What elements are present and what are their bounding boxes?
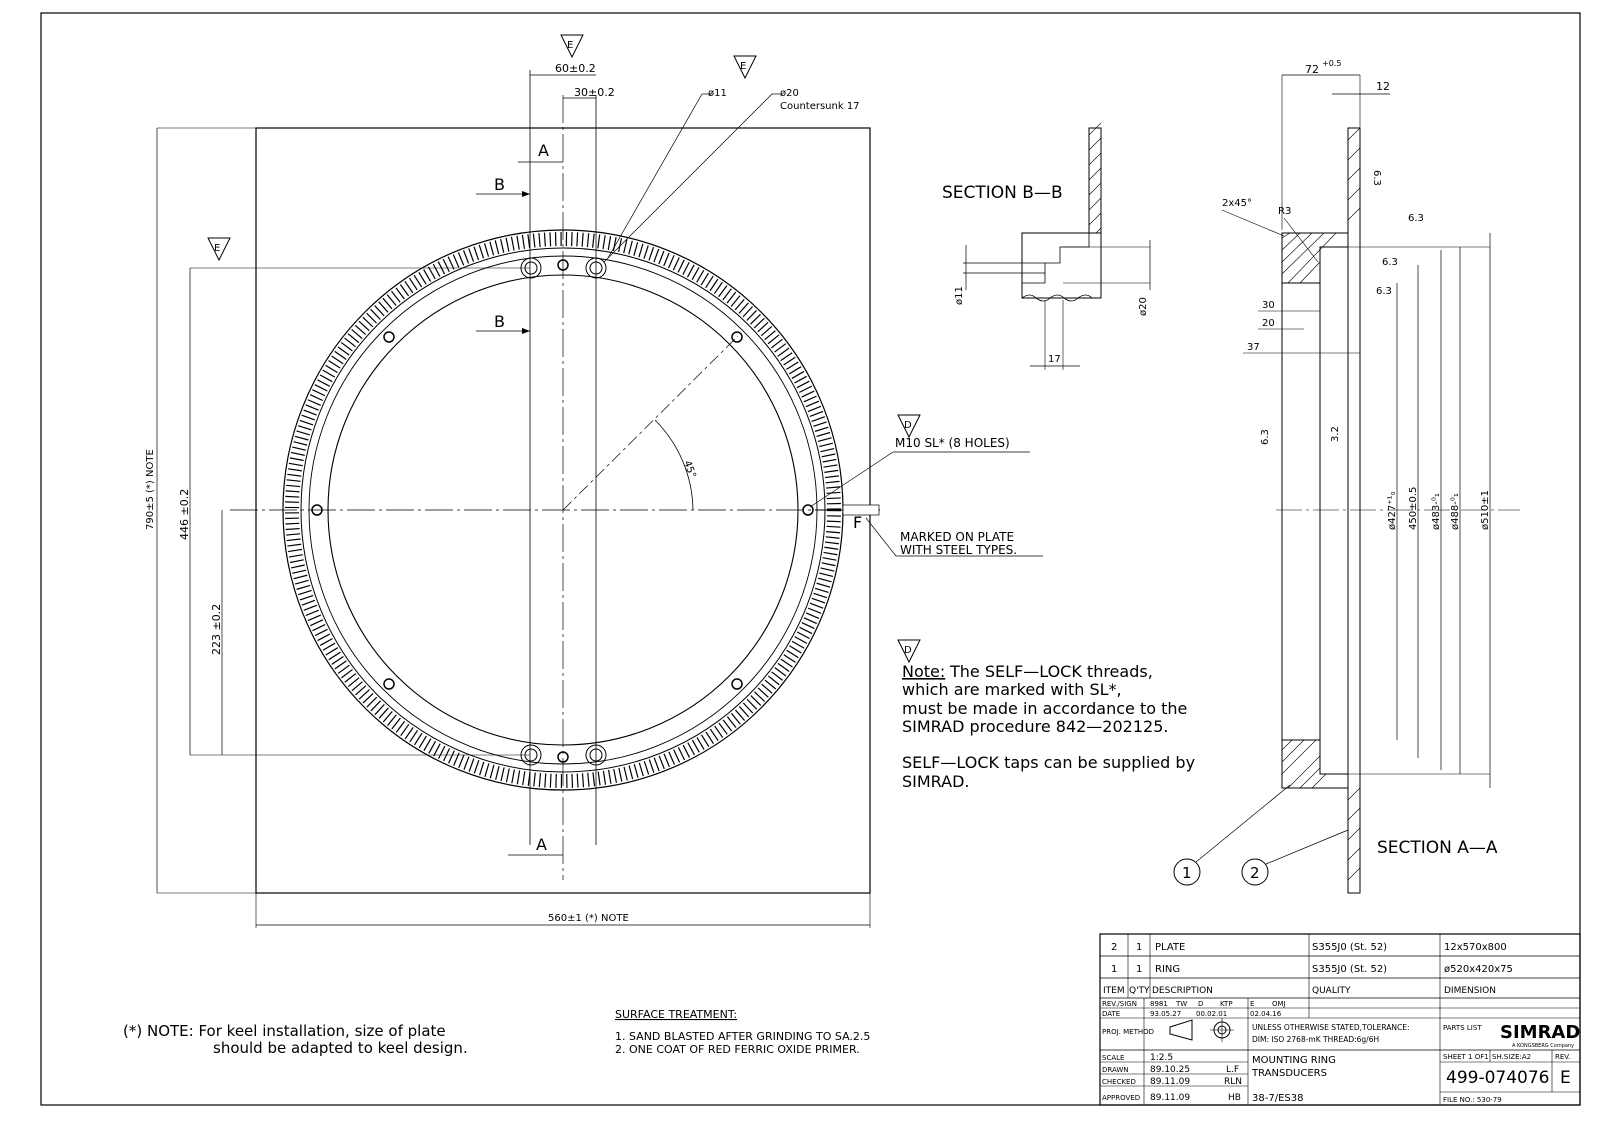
marked-line2: WITH STEEL TYPES. [900,543,1018,557]
aa-dim-488: ø488-⁰₁ [1450,493,1461,530]
parts-header-dim: DIMENSION [1444,986,1496,996]
surface-treatment [615,1008,870,1056]
balloon-1-label: 1 [1182,864,1192,882]
rough-4: 6.3 [1260,429,1271,445]
cut-a-top: A [538,141,549,160]
tb-sheet: SHEET 1 OF1 [1443,1053,1489,1061]
tb-date-2: 00.02.01 [1196,1010,1228,1018]
tb-parts-list: PARTS LIST [1443,1024,1482,1032]
dim-30: 30±0.2 [574,86,615,99]
section-aa [1174,59,1520,893]
dim-countersunk: Countersunk 17 [780,101,860,112]
tb-sheet-size: SH.SIZE:A2 [1492,1053,1532,1061]
aa-r3: R3 [1278,206,1292,217]
thread-note: M10 SL* (8 HOLES) [895,436,1010,450]
tb-brand-sub: A KONGSBERG Company [1512,1043,1575,1049]
tb-approved-date: 89.11.09 [1150,1093,1191,1103]
aa-dim-12: 12 [1376,80,1390,93]
angle-line [563,336,738,510]
tb-drawn-date: 89.10.25 [1150,1065,1191,1075]
tb-title2: TRANSDUCERS [1252,1068,1327,1079]
tb-date-3: 02.04.16 [1250,1010,1282,1018]
dim-angle: 45° [681,459,698,480]
parts-header-qty: Q'TY [1129,986,1150,996]
dim-hole-11: ø11 [708,88,727,99]
parts-row2-item: 1 [1111,964,1118,975]
tb-proj-method: PROJ. METHOD [1102,1028,1155,1036]
tb-date: DATE [1102,1010,1121,1018]
tb-rev-letter: E [1560,1068,1571,1088]
hole-group [312,258,813,765]
dim-790: 790±5 (*) NOTE [145,449,156,530]
cut-b-top: B [494,175,505,194]
hole-ul [384,332,394,342]
parts-row1-dim: 12x570x800 [1444,942,1507,953]
parts-row1-quality: S355J0 (St. 52) [1312,942,1388,953]
tb-rev-sign: REV./SIGN [1102,1000,1137,1008]
dim-223: 223 ±0.2 [210,603,223,655]
note-line6: SIMRAD. [902,772,970,791]
parts-row1-qty: 1 [1136,942,1143,953]
section-aa-title: SECTION A—A [1377,838,1498,858]
aa-dim-427: ø427⁺¹₀ [1387,491,1398,530]
rough-1: 6.3 [1408,213,1424,224]
hole-ur [732,332,742,342]
tb-date-1: 93.05.27 [1150,1010,1182,1018]
tb-approved-label: APPROVED [1102,1094,1141,1102]
tb-rev-1: 8981 [1150,1000,1168,1008]
self-lock-note [898,640,1195,791]
note-line3: must be made in accordance to the [902,699,1188,718]
rough-3: 6.3 [1376,286,1392,297]
aa-dim-450: 450±0.5 [1408,486,1419,530]
sym-e-top-right: E [740,61,747,72]
tb-rev-3: D [1198,1000,1204,1008]
cut-a-bottom: A [536,835,547,854]
bb-dim-11: ø11 [954,286,965,305]
tb-scale-value: 1:2.5 [1150,1053,1174,1063]
parts-row2-desc: RING [1155,964,1181,975]
tb-checked-label: CHECKED [1102,1078,1136,1086]
dim-446: 446 ±0.2 [178,488,191,540]
tb-title1: MOUNTING RING [1252,1055,1336,1066]
surface-item1: 1. SAND BLASTED AFTER GRINDING TO SA.2.5 [615,1030,871,1043]
hole-ll [384,679,394,689]
marked-line1: MARKED ON PLATE [900,530,1015,544]
cut-b-mid: B [494,312,505,331]
aa-dim-510: ø510±1 [1480,490,1491,530]
balloon-2-label: 2 [1250,864,1260,882]
surface-item2: 2. ONE COAT OF RED FERRIC OXIDE PRIMER. [615,1043,860,1056]
surface-title: SURFACE TREATMENT: [615,1008,738,1021]
rough-2: 6.3 [1382,257,1398,268]
tb-rev-6: OMJ [1272,1000,1286,1008]
title-block [1100,934,1580,1105]
tb-ref: 38-7/ES38 [1252,1093,1304,1104]
plate-view [145,35,1043,928]
parts-row2-quality: S355J0 (St. 52) [1312,964,1388,975]
tb-drawn-by: L.F [1226,1065,1240,1075]
sym-d-note: D [904,645,912,656]
tb-rev-2: TW [1176,1000,1188,1008]
tb-tol-1: UNLESS OTHERWISE STATED,TOLERANCE: [1252,1023,1410,1032]
keel-note [123,1022,468,1057]
note-label: Note: [902,662,946,681]
sym-d-thread: D [904,420,912,431]
parts-header-desc: DESCRIPTION [1152,986,1213,996]
tb-drawn-label: DRAWN [1102,1066,1129,1074]
aa-dim-37: 37 [1247,342,1260,353]
tb-approved-by: HB [1228,1093,1241,1103]
hole-lr [732,679,742,689]
parts-header-quality: QUALITY [1312,986,1351,996]
rough-5: 3.2 [1330,426,1341,442]
keel-line1: (*) NOTE: For keel installation, size of plate [123,1022,446,1040]
tb-file-no: FILE NO.: 530-79 [1443,1096,1502,1104]
parts-row2-qty: 1 [1136,964,1143,975]
parts-row2-dim: ø520x420x75 [1444,964,1513,975]
aa-dim-20: 20 [1262,318,1275,329]
tb-drawing-no: 499-074076 [1446,1068,1550,1088]
tb-checked-date: 89.11.09 [1150,1077,1191,1087]
tb-brand: SIMRAD [1500,1022,1581,1043]
aa-dim-72: 72 [1305,63,1319,76]
note-line5: SELF—LOCK taps can be supplied by [902,753,1196,772]
aa-dim-72-tol: +0.5 [1322,59,1342,68]
tb-scale-label: SCALE [1102,1054,1125,1062]
dim-hole-20: ø20 [780,88,799,99]
proj-method-icon [1170,1020,1192,1040]
tb-rev-4: KTP [1220,1000,1233,1008]
parts-row1-item: 2 [1111,942,1118,953]
tb-rev: REV. [1555,1053,1571,1061]
rough-6: 6.3 [1371,170,1382,186]
note-line2: which are marked with SL*, [902,680,1122,699]
tb-rev-5: E [1250,1000,1255,1008]
note-line4: SIMRAD procedure 842—202125. [902,717,1169,736]
cut-f: F [853,513,863,532]
aa-chamfer: 2x45° [1222,198,1253,209]
aa-dim-30: 30 [1262,300,1275,311]
dim-60: 60±0.2 [555,62,596,75]
bb-dim-17: 17 [1048,354,1061,365]
dim-560: 560±1 (*) NOTE [548,913,629,924]
tb-tol-2: DIM: ISO 2768-mK THREAD:6g/6H [1252,1035,1380,1044]
tb-checked-by: RLN [1224,1077,1242,1087]
section-bb [942,123,1150,370]
note-line1: The SELF—LOCK threads, [950,662,1153,681]
bb-dim-20: ø20 [1138,297,1149,316]
keel-line2: should be adapted to keel design. [213,1039,468,1057]
aa-dim-483: ø483-⁰₁ [1431,493,1442,530]
sym-e-top: E [567,40,574,51]
parts-header-item: ITEM [1103,986,1125,996]
parts-row1-desc: PLATE [1155,942,1186,953]
sym-e-left: E [214,243,221,254]
aa-plate [1348,128,1360,893]
section-bb-title: SECTION B—B [942,183,1063,203]
